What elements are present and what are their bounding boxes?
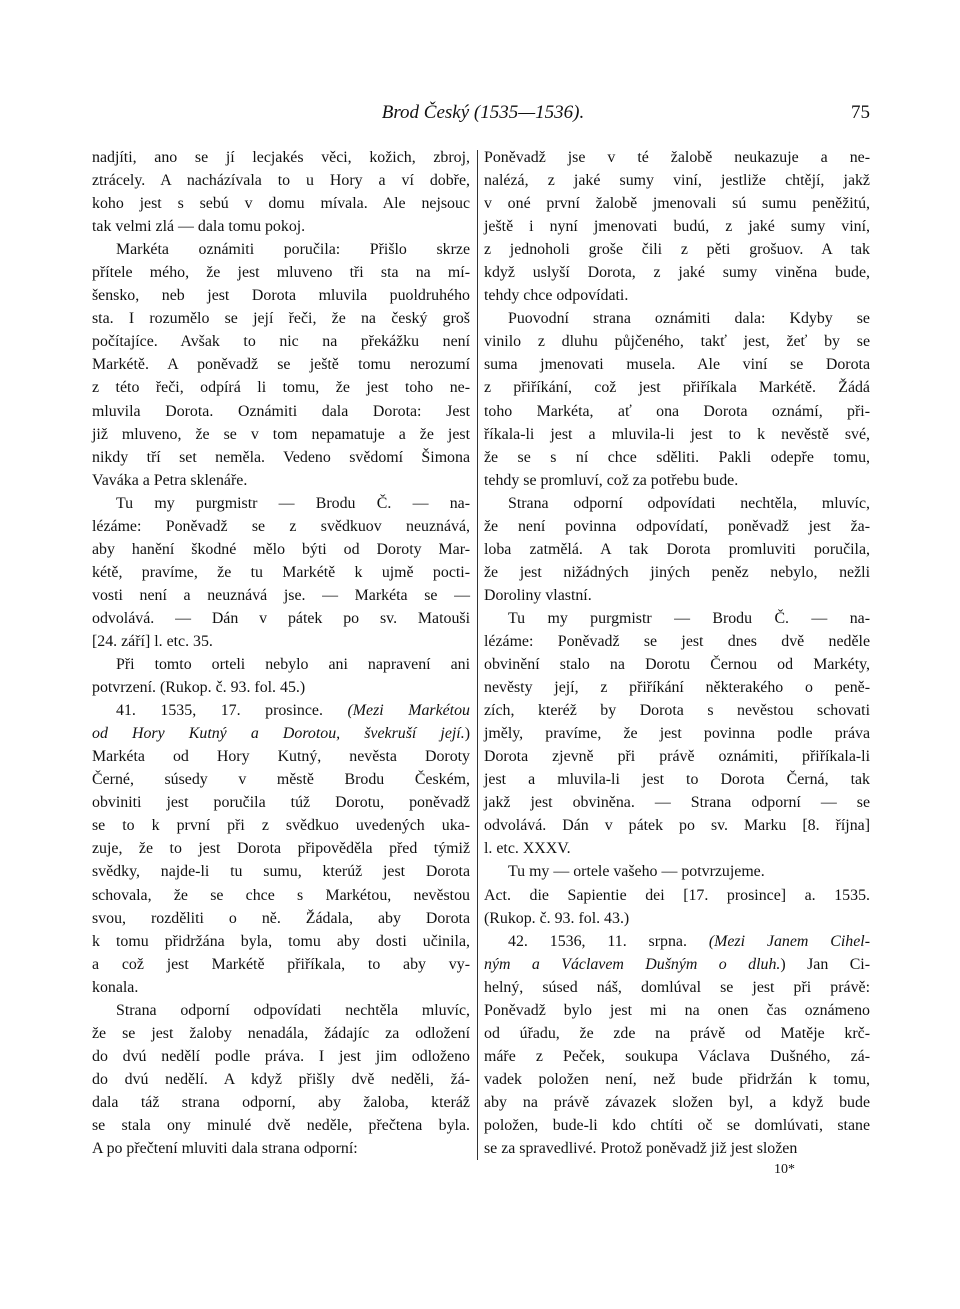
text-line: k tomu přidržána byla, tomu aby dosti učinila, [92, 932, 470, 950]
text-line: loba zatmělá. A tak Dorota promluviti poručila, [484, 540, 870, 558]
text-line: od Hory Kutný a Dorotou, švekruší její.) [92, 725, 470, 743]
text-line: Vaváka a Petra sklenáře. [92, 471, 248, 489]
text-line: a což jest Markétě přiříkala, to aby vy- [92, 955, 470, 973]
text-line: potvrzení. (Rukop. č. 93. fol. 45.) [92, 679, 306, 697]
text-line: jakž jest obviněna. — Strana odporní — se [484, 794, 870, 812]
text-line: Černé, súsedy v městě Brodu Českém, [92, 771, 470, 789]
text-line: již mluveno, že se v tom nepamatuje a že jest [92, 425, 470, 443]
page-number: 75 [851, 102, 870, 123]
text-line: se stala ony minulé dvě neděle, přečtena byla. [92, 1116, 470, 1134]
text-line: Poněvadž bylo jest mi na onen čas oznámeno [484, 1001, 870, 1019]
text-line: nadjíti, ano se jí lecjakés věci, kožich, zbroj, [92, 149, 470, 166]
text-line: Markétě. A poněvadž se ještě tomu nerozumí [92, 356, 470, 374]
text-line: přítele mého, že jest mluveno tři sta na mí- [92, 264, 470, 282]
column-divider [477, 150, 478, 1160]
text-line: ještě i nyní jmenovati budú, z jaké sumy viní, [484, 218, 870, 236]
text-line: odvolává. Dán v pátek po sv. Marku [8. října] [484, 817, 870, 835]
text-line: říkala-li jest a mluvila-li jest to k nevěstě své, [484, 425, 870, 443]
text-line: A po přečtení mluviti dala strana odporní: [92, 1140, 358, 1158]
text-line: l. etc. XXXV. [484, 840, 571, 858]
text-line: obviniti jest poručila túž Dorotu, poněvadž [92, 794, 470, 812]
text-line: nevěsty její, z přiříkání některakého o peně- [484, 679, 870, 697]
text-line: do dvú nedělí. A když přišly dvě neděli, žá- [92, 1070, 470, 1088]
text-line: máře z Peček, soukupa Václava Dušného, zá- [484, 1047, 870, 1065]
text-line: že jest nižádných jiných peněz nebylo, nežli [484, 563, 870, 581]
text-line: [24. září] l. etc. 35. [92, 632, 213, 650]
text-line: odvolává. — Dán v pátek po sv. Matouši [92, 609, 470, 627]
text-line: toho Markéta, ať ona Dorota oznámí, při- [484, 402, 870, 420]
text-line: z této řeči, odpírá li tomu, že jest toho ne- [92, 379, 470, 397]
text-line: Act. die Sapientie dei [17. prosince] a. 1535. [484, 886, 870, 904]
text-line: že se s ní chce sděliti. Pakli odepře tomu, [484, 448, 870, 466]
text-line: Markéta oznámiti poručila: Přišlo skrze [116, 241, 470, 259]
text-line: suma jmenovati musela. Ale viní se Dorota [484, 356, 870, 374]
text-line: že se jest žaloby nenadála, žádajíc za odložení [92, 1024, 470, 1042]
text-line: jest a mluvila-li jest to Dorota Černá, tak [484, 771, 870, 789]
text-line: zích, kteréž by Dorota s nevěstou schovati [484, 702, 870, 720]
text-line: tehdy se promluví, což za potřebu bude. [484, 471, 739, 489]
text-line: jměly, pravíme, že jest povinna podle práva [484, 725, 870, 743]
text-line: mluvila Dorota. Oznámiti dala Dorota: Jest [92, 402, 470, 420]
text-line: Dorota zjevně při právě oznámiti, přiříkala-li [484, 748, 870, 766]
text-line: kétě, pravíme, že tu Markétě k ujmě pocti- [92, 563, 470, 581]
text-line: tak velmi zlá — dala tomu pokoj. [92, 218, 306, 236]
text-line: konala. [92, 978, 139, 996]
text-line: se to k první při z svědkuo uvedených uka- [92, 817, 470, 835]
text-line: se za spravedlivé. Protož poněvadž již jest složen [484, 1140, 798, 1158]
text-line: zuje, že to jest Dorota připověděla před týmiž [92, 840, 470, 858]
text-line: vadek položen není, než bude přidržán k tomu, [484, 1070, 870, 1088]
text-line: Při tomto orteli nebylo ani napravení ani [116, 656, 470, 674]
text-line: od úřadu, že zde na právě od Matěje krč- [484, 1024, 870, 1042]
text-line: Strana odporní odpovídati nechtěla, mluvíc, [508, 494, 870, 512]
text-line: Tu my purgmistr — Brodu Č. — na- [508, 609, 870, 627]
text-line: Doroliny vlastní. [484, 586, 592, 604]
text-line: v oné první žalobě jmenovali sú sumu peněžitú, [484, 195, 870, 213]
left-column [92, 146, 470, 1160]
text-line: helný, súsed náš, domlúval se jest při právě: [484, 978, 870, 996]
text-line: dala táž strana odporní, aby žaloba, kteráž [92, 1093, 470, 1111]
text-line: z jednoholi groše čili z pěti grošuov. A tak [484, 241, 870, 259]
text-line: aby na právě závazek složen byl, a když bude [484, 1093, 870, 1111]
text-line: počítajíce. Avšak to nic na překážku není [92, 333, 470, 351]
running-head [92, 102, 874, 132]
text-line: že není povinna odpovídatí, poněvadž jest ža- [484, 517, 870, 535]
text-line: vinilo z dluhu půjčeného, takť jest, žeť by se [484, 333, 870, 351]
text-line: vosti není a neuznává jse. — Markéta se — [92, 586, 470, 604]
text-line: Tu my — ortele vašeho — potvrzujeme. [508, 863, 765, 881]
text-line: ztrácely. A nacházívala to u Hory a ví dobře, [92, 172, 470, 190]
text-line: koho jest s sebú v domu mívala. Ale nejsouc [92, 195, 470, 213]
text-line: nikdy tří set neměla. Vedeno svědomí Šimona [92, 448, 470, 466]
text-line: šensko, neb jest Dorota mluvila puoldruhého [92, 287, 470, 305]
text-line: svou, rozděliti o ně. Žádala, aby Dorota [92, 909, 470, 927]
text-line: položen, bude-li kdo chtíti oč se domlúvati, stane [484, 1116, 870, 1134]
text-line: sta. I rozumělo se její řeči, že na český groš [92, 310, 470, 328]
text-line: ným a Václavem Dušným o dluh.) Jan Ci- [484, 955, 870, 973]
text-line: Markéta od Hory Kutný, nevěsta Doroty [92, 748, 470, 766]
text-line: když uslyší Dorota, z jaké sumy viněna bude, [484, 264, 870, 282]
text-line: tehdy chce odpovídati. [484, 287, 629, 305]
text-line: obvinění stalo na Dorotu Černou od Markéty, [484, 656, 870, 674]
text-line: lézáme: Poněvadž se jest dnes dvě neděle [484, 632, 870, 650]
text-line: aby hanění škodné mělo býti od Doroty Mar- [92, 540, 470, 558]
text-line: nalézá, z jaké sumy viní, jestliže chtějí, jakž [484, 172, 870, 190]
text-line: schovala, že se chce s Markétou, nevěstou [92, 886, 470, 904]
text-line: 42. 1536, 11. srpna. (Mezi Janem Cihel- [508, 932, 870, 950]
text-line: Puovodní strana oznámiti dala: Kdyby se [508, 310, 870, 328]
signature-mark: 10* [774, 1162, 795, 1177]
text-line: svědky, najde-li tu sumu, kterúž jest Dorota [92, 863, 470, 881]
text-line: (Rukop. č. 93. fol. 43.) [484, 909, 630, 927]
text-line: Poněvadž jse v té žalobě neukazuje a ne- [484, 149, 870, 166]
text-line: Strana odporní odpovídati nechtěla mluvíc, [116, 1001, 470, 1019]
right-column [484, 146, 870, 1160]
text-line: Tu my purgmistr — Brodu Č. — na- [116, 494, 470, 512]
text-line: lézáme: Poněvadž se z svědkuov neuznává, [92, 517, 470, 535]
text-line: do dvú nedělí podle práva. I jest jim odloženo [92, 1047, 470, 1065]
running-title: Brod Český (1535—1536). [381, 102, 585, 123]
text-line: 41. 1535, 17. prosince. (Mezi Markétou [116, 702, 470, 720]
text-line: z přiříkání, což jest přiříkala Markétě. Žádá [484, 379, 870, 397]
